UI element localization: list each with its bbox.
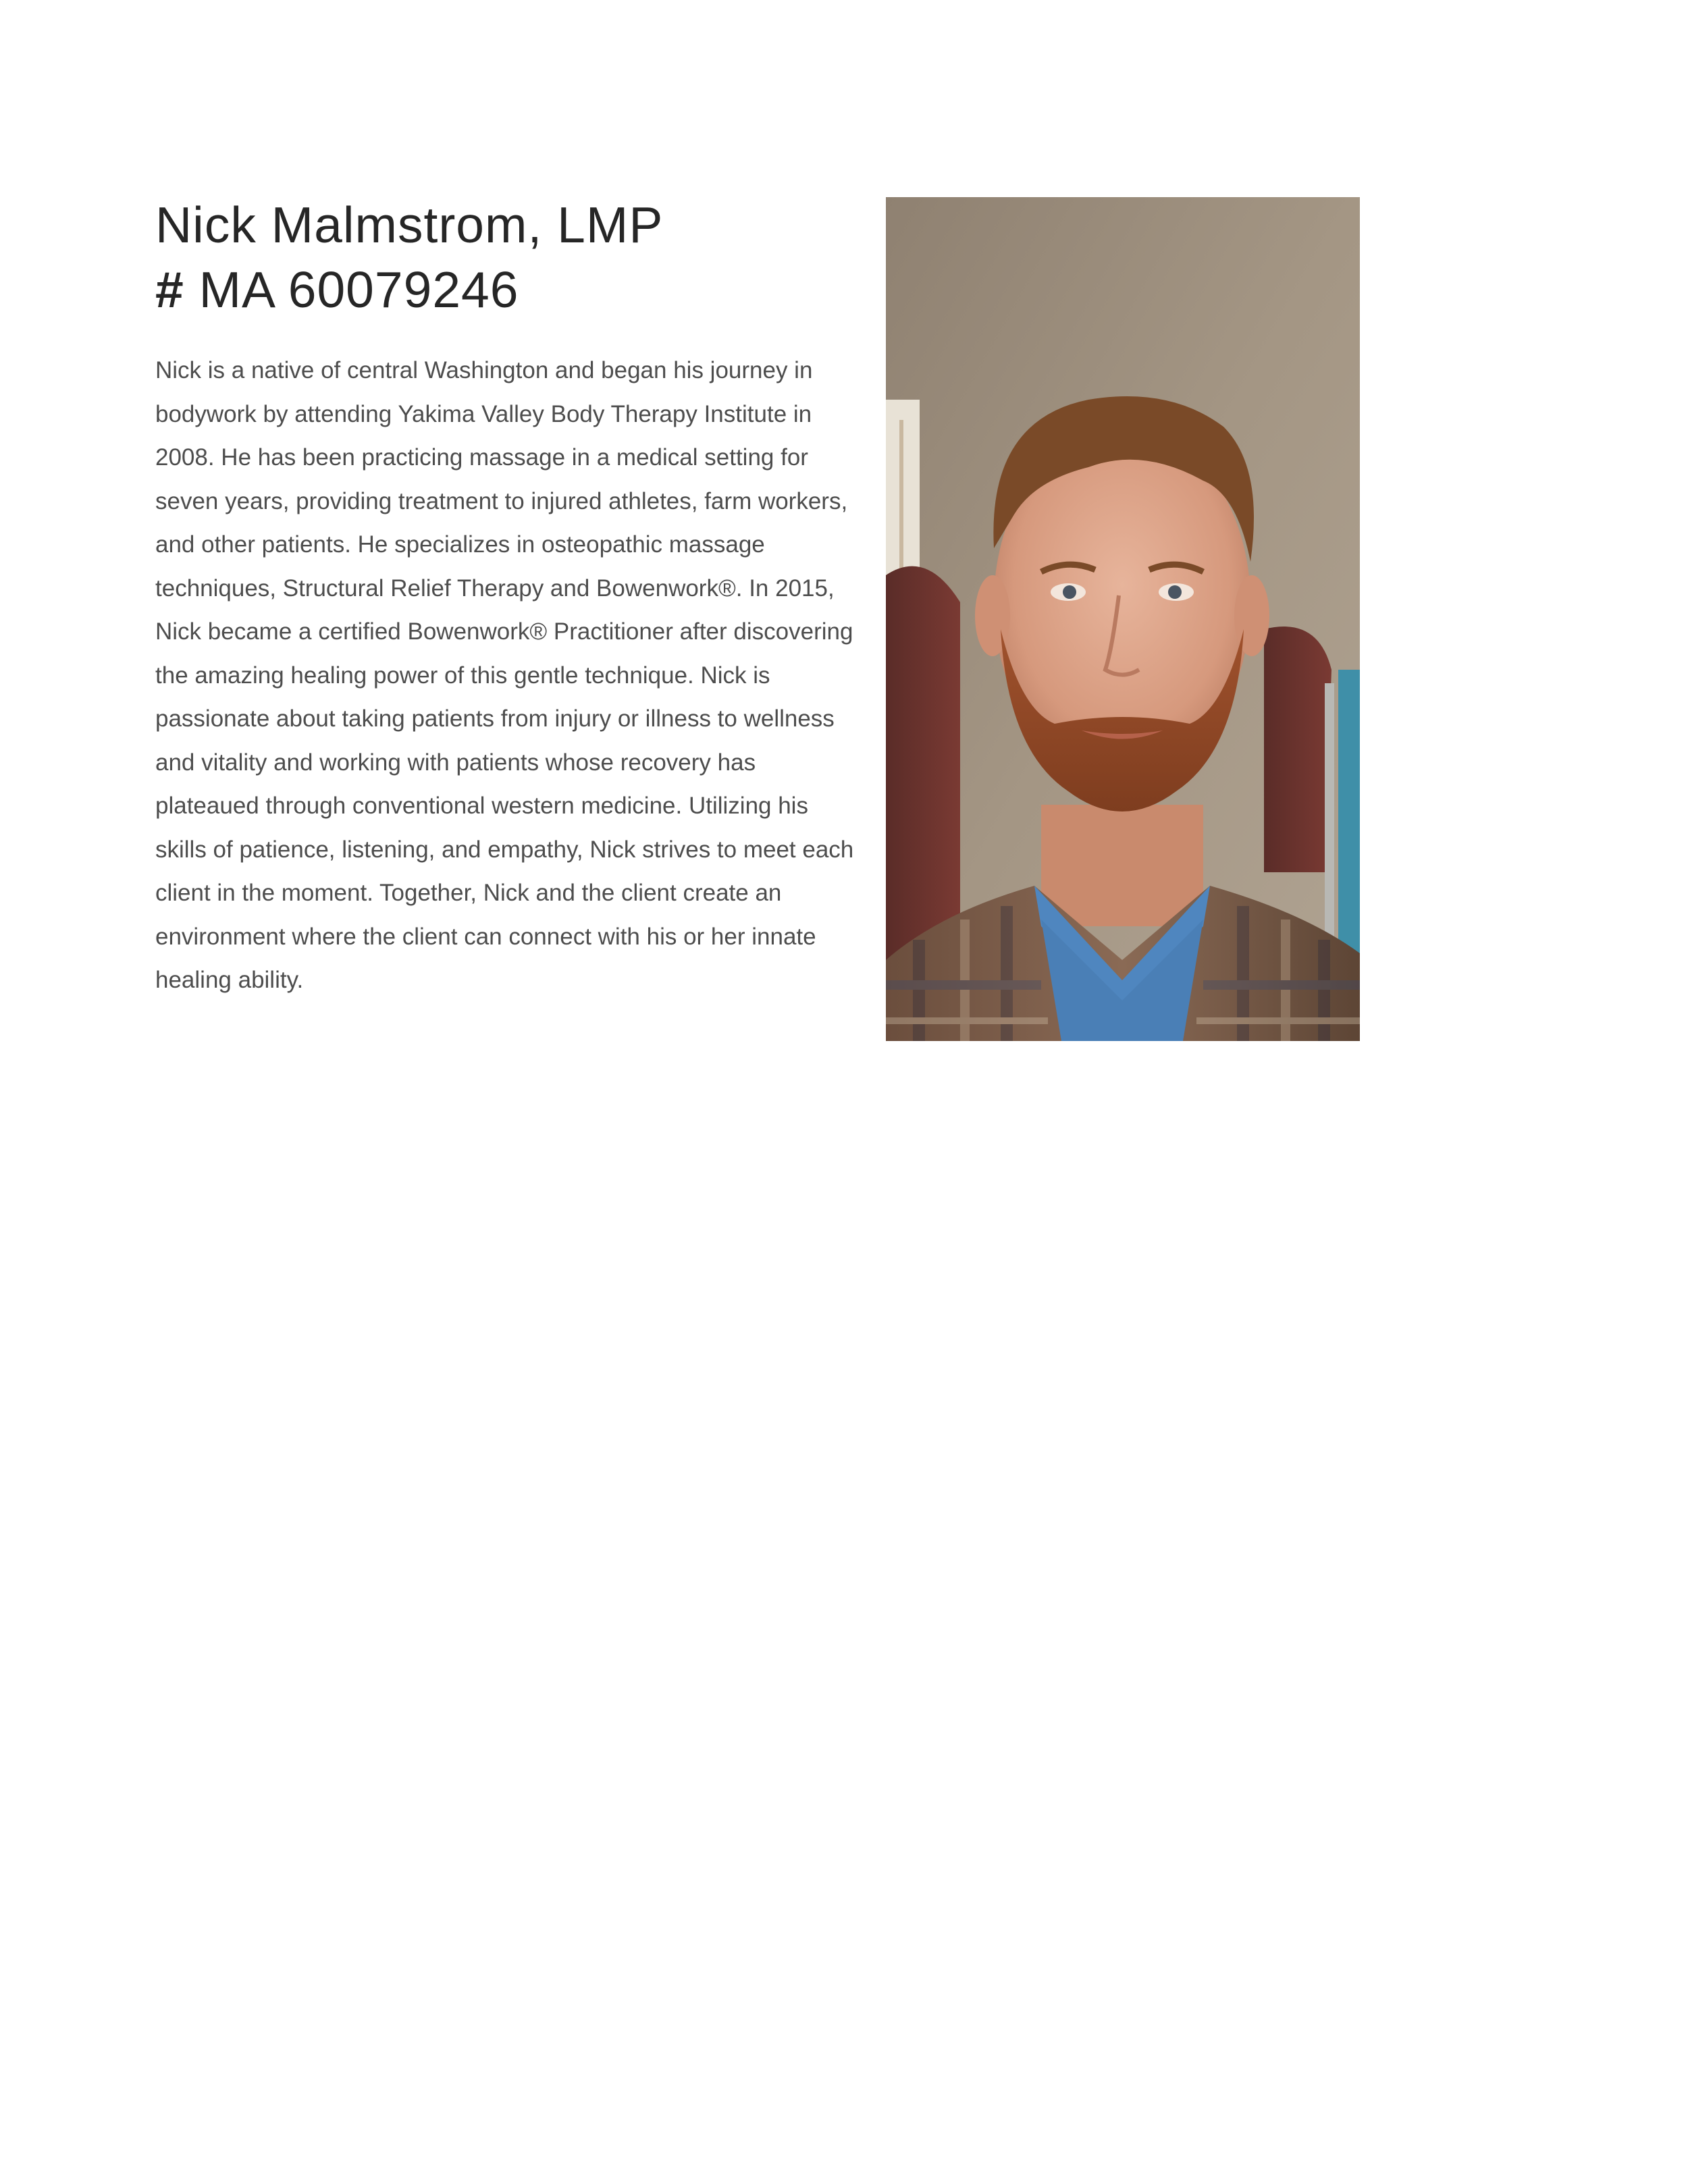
profile-bio: Nick is a native of central Washington and began his journey in bodywork by attending Yakima Valley Body Therapy Institute in 2008. He has been practicing massage in a medical setting for seven years, providing treatment to injured athletes, farm workers, and other patients. He specializes in osteopathic massage techniques, Structural Relief Therapy and Bowenwork®. In 2015, Nick became a certified Bowenwork® Practitioner after discovering the amazing healing power of this gentle technique. Nick is passionate about taking patients from injury or illness to wellness and vitality and working with patients whose recovery has plateaued through conventional western medicine. Utilizing his skills of patience, listening, and empathy, Nick strives to meet each client in the moment. Together, Nick and the client create an environment where the client can connect with his or her innate healing ability. <box>155 357 854 993</box>
profile-name: Nick Malmstrom, LMP <box>155 196 664 253</box>
profile-text-column <box>155 192 858 1003</box>
license-line <box>155 257 858 322</box>
license-number: MA 60079246 <box>199 261 519 318</box>
profile-photo <box>886 197 1360 1041</box>
license-hash: # <box>155 261 184 318</box>
